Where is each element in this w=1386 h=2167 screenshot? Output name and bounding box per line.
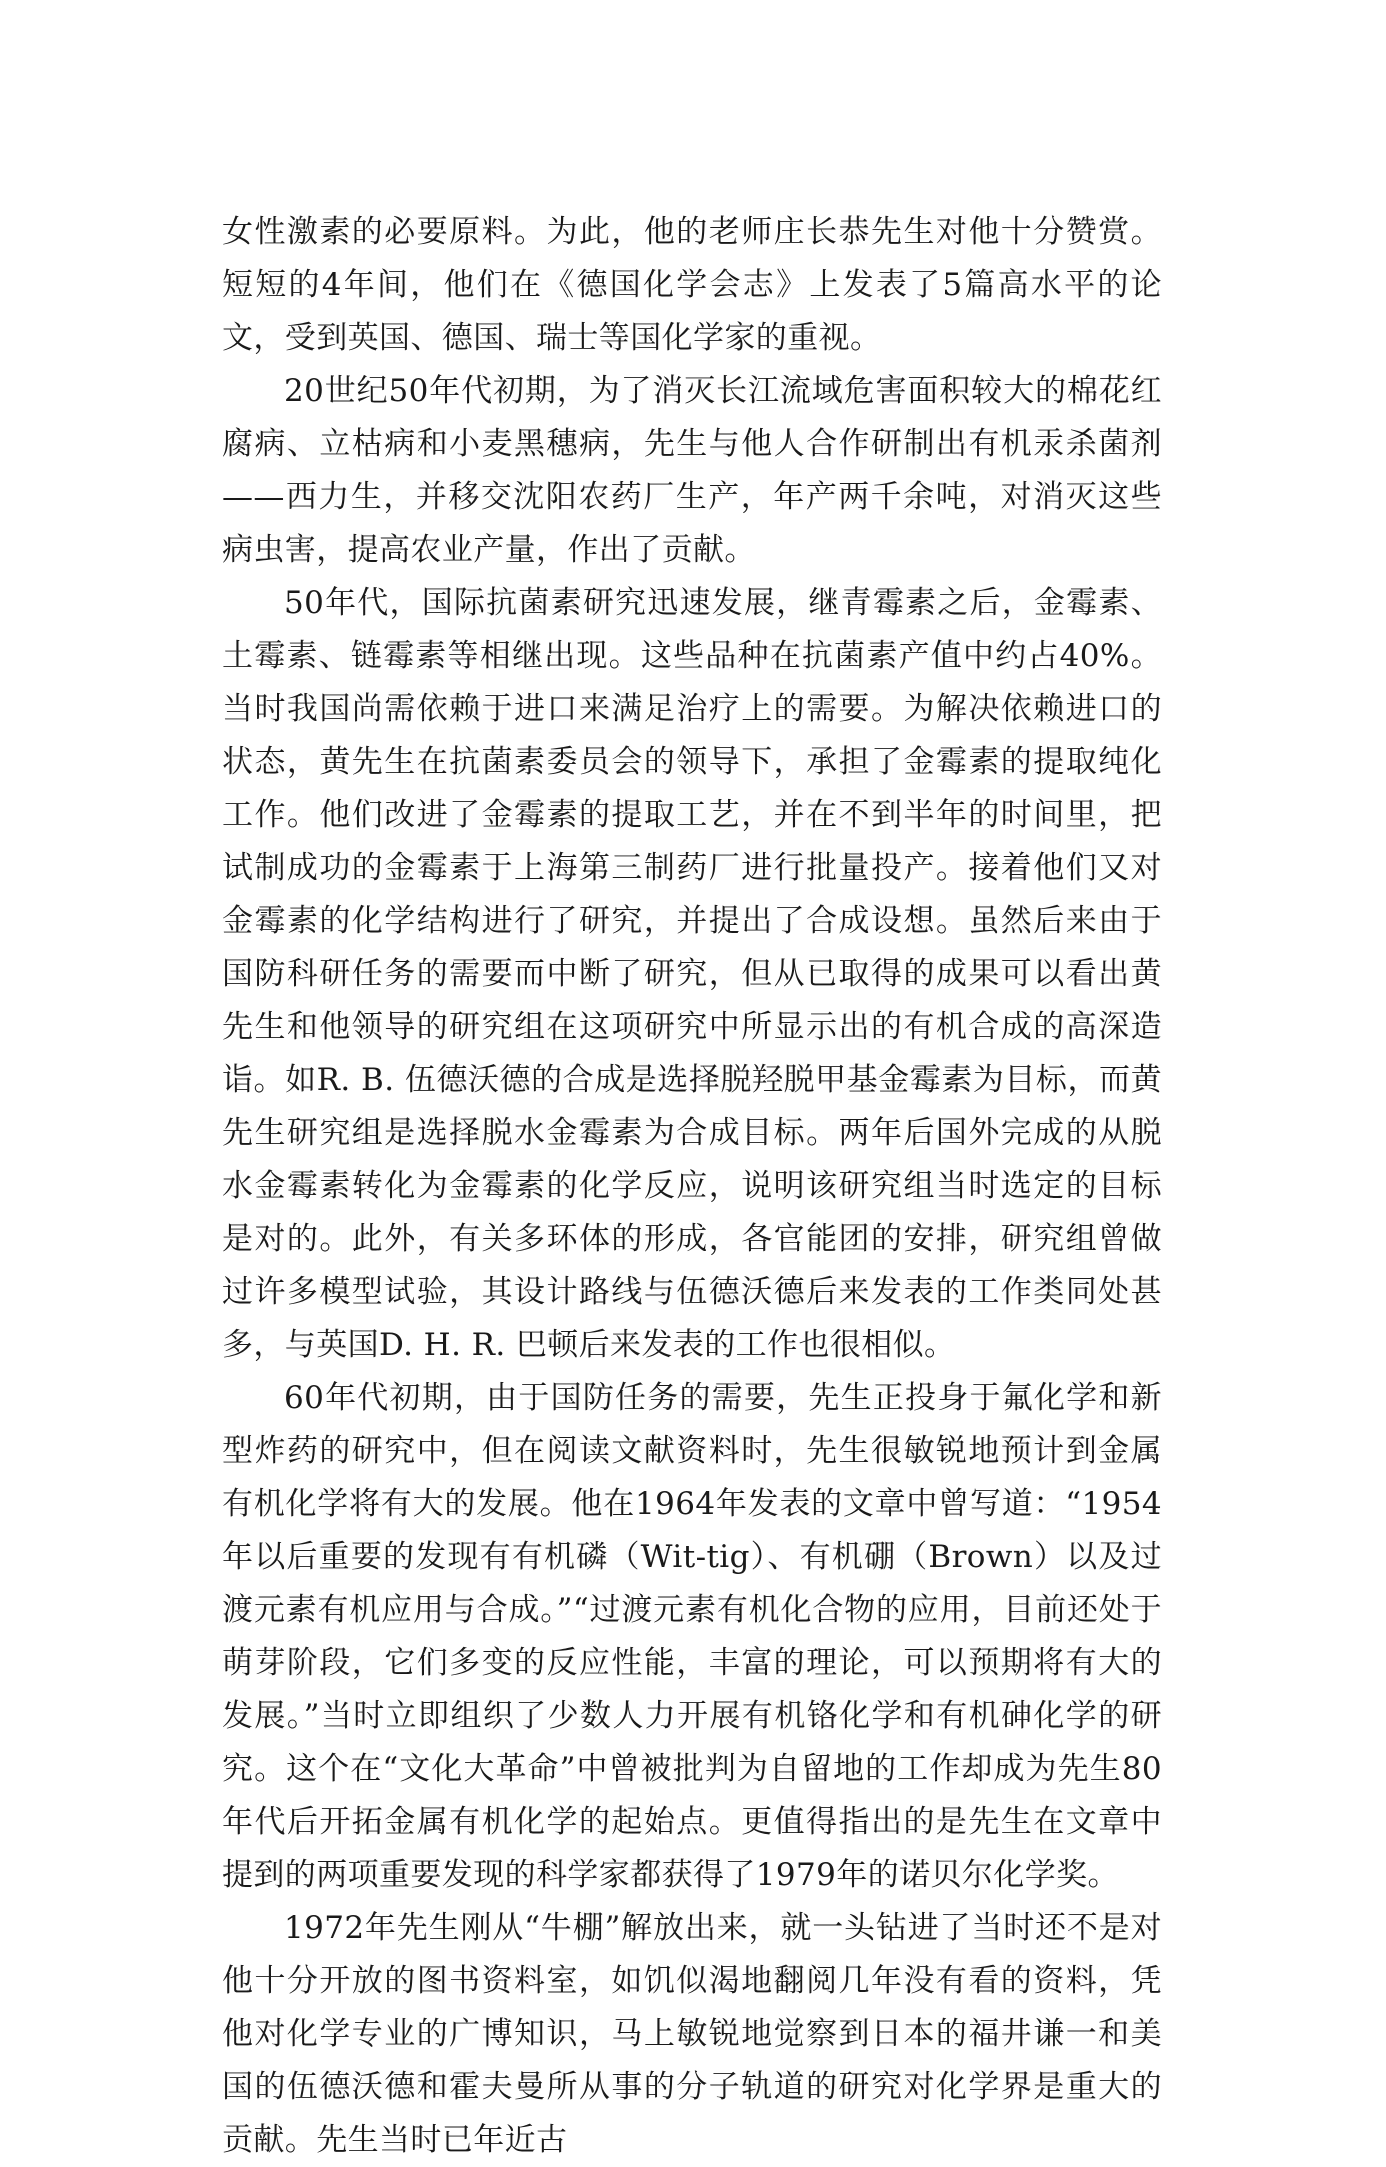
paragraph-5: 1972年先生刚从“牛棚”解放出来，就一头钻进了当时还不是对他十分开放的图书资料室，如饥似渴地翻阅几年没有看的资料，凭他对化学专业的广博知识，马上敏锐地觉察到日本的福井谦一和美国的伍德沃德和霍夫曼所从事的分子轨道的研究对化学界是重大的贡献。先生当时已年近古 <box>222 1910 1162 2158</box>
paragraph-3: 50年代，国际抗菌素研究迅速发展，继青霉素之后，金霉素、土霉素、链霉素等相继出现。这些品种在抗菌素产值中约占40%。当时我国尚需依赖于进口来满足治疗上的需要。为解决依赖进口的状态，黄先生在抗菌素委员会的领导下，承担了金霉素的提取纯化工作。他们改进了金霉素的提取工艺，并在不到半年的时间里，把试制成功的金霉素于上海第三制药厂进行批量投产。接着他们又对金霉素的化学结构进行了研究，并提出了合成设想。虽然后来由于国防科研任务的需要而中断了研究，但从已取得的成果可以看出黄先生和他领导的研究组在这项研究中所显示出的有机合成的高深造诣。如R. B. 伍德沃德的合成是选择脱羟脱甲基金霉素为目标，而黄先生研究组是选择脱水金霉素为合成目标。两年后国外完成的从脱水金霉素转化为金霉素的化学反应，说明该研究组当时选定的目标是对的。此外，有关多环体的形成，各官能团的安排，研究组曾做过许多模型试验，其设计路线与伍德沃德后来发表的工作类同处甚多，与英国D. H. R. 巴顿后来发表的工作也很相似。 <box>222 585 1162 1363</box>
paragraph-4: 60年代初期，由于国防任务的需要，先生正投身于氟化学和新型炸药的研究中，但在阅读文献资料时，先生很敏锐地预计到金属有机化学将有大的发展。他在1964年发表的文章中曾写道：“1954年以后重要的发现有有机磷（Wit-tig）、有机硼（Brown）以及过渡元素有机应用与合成。”“过渡元素有机化合物的应用，目前还处于萌芽阶段，它们多变的反应性能，丰富的理论，可以预期将有大的发展。”当时立即组织了少数人力开展有机铬化学和有机砷化学的研究。这个在“文化大革命”中曾被批判为自留地的工作却成为先生80年代后开拓金属有机化学的起始点。更值得指出的是先生在文章中提到的两项重要发现的科学家都获得了1979年的诺贝尔化学奖。 <box>222 1380 1162 1893</box>
paragraph-2: 20世纪50年代初期，为了消灭长江流域危害面积较大的棉花红腐病、立枯病和小麦黑穗病，先生与他人合作研制出有机汞杀菌剂——西力生，并移交沈阳农药厂生产，年产两千余吨，对消灭这些病虫害，提高农业产量，作出了贡献。 <box>222 373 1162 568</box>
body-text <box>222 206 1162 2167</box>
paragraph-1: 女性激素的必要原料。为此，他的老师庄长恭先生对他十分赞赏。短短的4年间，他们在《德国化学会志》上发表了5篇高水平的论文，受到英国、德国、瑞士等国化学家的重视。 <box>222 214 1162 356</box>
